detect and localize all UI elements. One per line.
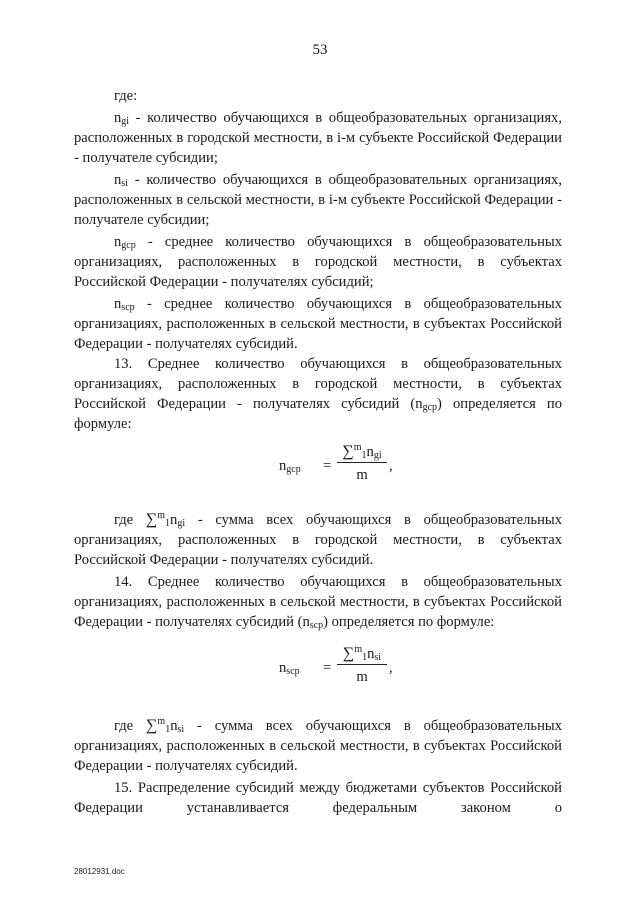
formula-equals: = xyxy=(323,458,332,474)
formula-lhs: $n_{gcp}$ xyxy=(279,458,301,475)
symbol-subscript: gi xyxy=(121,116,130,127)
definition-paragraph xyxy=(74,170,562,230)
definition-text: - среднее количество обучающихся в общеобразовательных организациях, расположенных в городской местности, в субъектах Российской Федерации - получателях субсидий; xyxy=(74,234,562,290)
formula-denominator: m xyxy=(356,669,368,685)
item-13-paragraph xyxy=(74,354,562,434)
symbol: n xyxy=(114,296,122,312)
item-14-text-end: ) определяется по формуле: xyxy=(323,614,495,630)
symbol-subscript: gcp xyxy=(121,240,136,251)
page-number: 53 xyxy=(312,42,328,58)
formula-fraction xyxy=(337,442,387,485)
formula-equals: = xyxy=(323,660,332,676)
symbol: n xyxy=(114,110,122,126)
item-14-paragraph xyxy=(74,572,562,632)
formula-comma: , xyxy=(389,458,393,474)
item-13-subscript: gcp xyxy=(422,402,438,413)
footer-filename: 28012931.doc xyxy=(74,867,125,876)
formula-14 xyxy=(74,644,562,702)
where-13-text: - сумма всех обучающихся в общеобразовательных организациях, расположенных в городской местности, в субъектах Российской Федерации - получателях субсидий. xyxy=(74,512,562,568)
definition-text: - среднее количество обучающихся в общеобразовательных организациях, расположенных в сельской местности, в субъектах Российской Федерации - получателях субсидий. xyxy=(74,296,562,352)
symbol: n xyxy=(114,172,122,188)
formula-comma: , xyxy=(389,660,393,676)
item-14-subscript: scp xyxy=(309,620,324,631)
symbol-subscript: si xyxy=(121,178,128,189)
document-body xyxy=(74,86,562,818)
definition-text: - количество обучающихся в общеобразовательных организациях, расположенных в городской местности, в i-м субъекте Российской Федерации - получателе субсидии; xyxy=(74,110,562,166)
intro-paragraph: где: xyxy=(114,88,138,104)
where-14-text: - сумма всех обучающихся в общеобразовательных организациях, расположенных в сельской местности, в субъектах Российской Федерации - получателях субсидий. xyxy=(74,718,562,774)
definition-paragraph xyxy=(74,294,562,354)
formula-13 xyxy=(74,442,562,500)
where-13-paragraph: где $\sum^m_1n_{gi}$ - сумма всех обучающихся в общеобразовательных организациях, расположенных в городской местности, в субъектах Российской Федерации - получателях субсидий. xyxy=(74,510,562,568)
formula-fraction xyxy=(337,644,387,687)
formula-lhs: $n_{scp}$ xyxy=(279,660,300,677)
symbol: n xyxy=(114,234,122,250)
where-14-paragraph: где $\sum^m_1n_{si}$ - сумма всех обучающихся в общеобразовательных организациях, расположенных в сельской местности, в субъектах Российской Федерации - получателях субсидий. xyxy=(74,716,562,774)
definition-text: - количество обучающихся в общеобразовательных организациях, расположенных в сельской местности, в i-м субъекте Российской Федерации - получателе субсидии; xyxy=(74,172,562,228)
item-15-paragraph: 15. Распределение субсидий между бюджетами субъектов Российской Федерации устанавливается федеральным законом о xyxy=(74,780,562,816)
definition-paragraph xyxy=(74,232,562,292)
symbol-subscript: scp xyxy=(121,302,135,313)
formula-denominator: m xyxy=(356,467,368,483)
formula-numerator: $\sum^m_1n_{si}$ xyxy=(337,644,387,665)
item-14-text: 14. Среднее количество обучающихся в общеобразовательных организациях, расположенных в сельской местности, в субъектах Российской Федерации - получателях субсидий (n xyxy=(74,574,562,630)
item-13-text: 13. Среднее количество обучающихся в общеобразовательных организациях, расположенных в городской местности, в субъектах Российской Федерации - получателях субсидий (n xyxy=(74,356,562,412)
formula-numerator: $\sum^m_1n_{gi}$ xyxy=(337,442,387,463)
definition-paragraph xyxy=(74,108,562,168)
item-13-text-end: ) определяется по формуле: xyxy=(74,396,563,432)
